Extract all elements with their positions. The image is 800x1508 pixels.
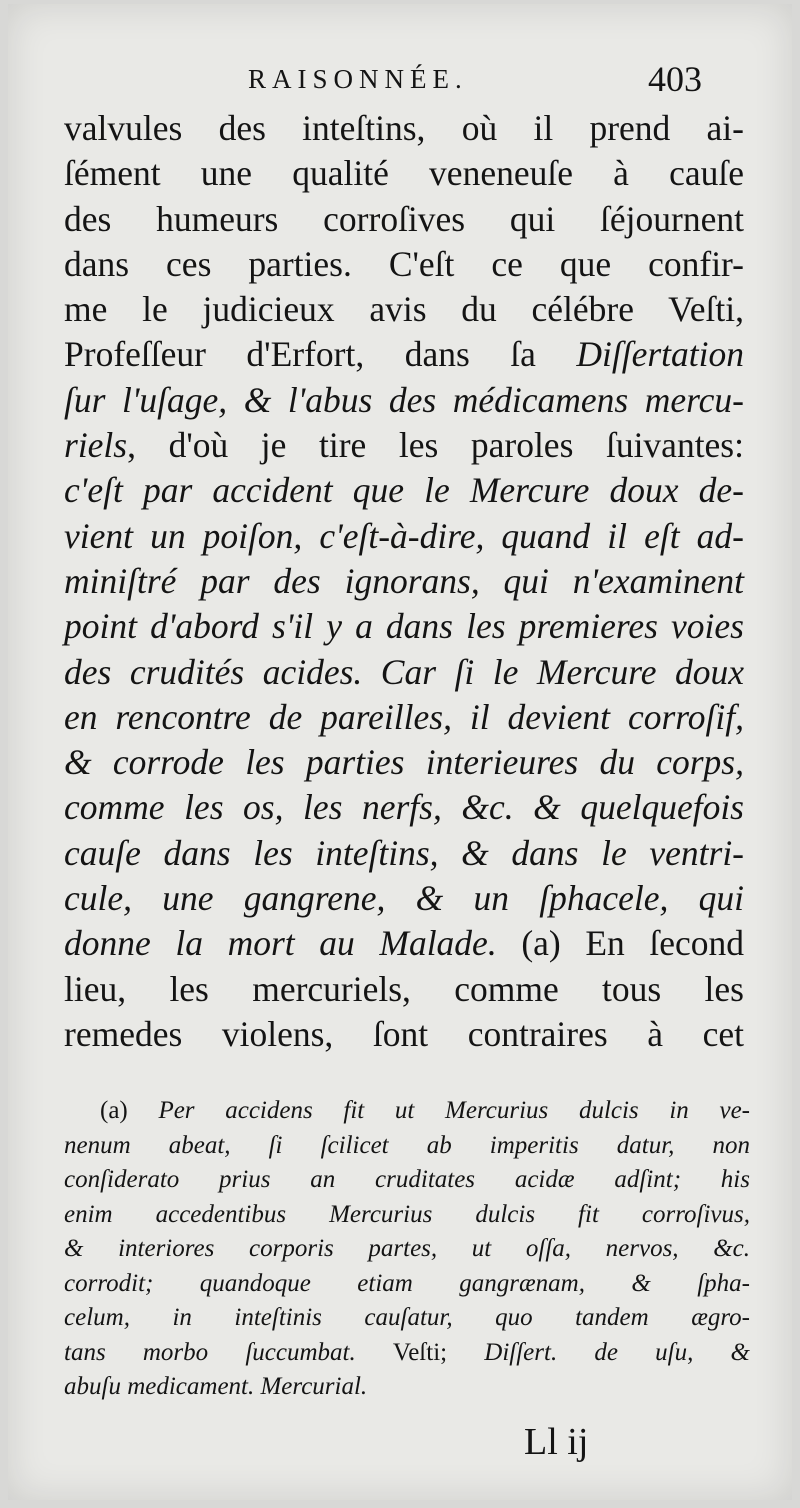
footnote-line: conſiderato prius an cruditates acidæ adſint; his <box>64 1166 750 1193</box>
text-line: lieu, les mercuriels, comme tous les <box>64 968 744 1009</box>
text-line: en rencontre de pareilles, il devient corroſif, <box>64 696 744 737</box>
footnote-line: corrodit; quandoque etiam gangrænam, & ſpha- <box>64 1269 750 1297</box>
text-line: cule, une gangrene, & un ſphacele, qui <box>64 878 744 919</box>
running-head: RAISONNÉE. <box>248 64 468 94</box>
text-line: donne la mort au Malade. (a) En ſecond <box>64 923 744 964</box>
text-line: point d'abord s'il y a dans les premieres voies <box>64 606 744 647</box>
footnote <box>64 1094 750 1405</box>
text-line: valvules des inteſtins, où il prend ai- <box>64 108 744 148</box>
text-line: des humeurs corroſives qui ſéjournent <box>64 198 744 239</box>
book-page <box>8 4 792 1500</box>
text-line: des crudités acides. Car ſi le Mercure doux <box>64 651 744 692</box>
footnote-line: nenum abeat, ſi ſcilicet ab imperitis datur, non <box>64 1131 750 1159</box>
text-line: ſur l'uſage, & l'abus des médicamens mercu- <box>64 379 744 420</box>
footnote-line: (a) Per accidens fit ut Mercurius dulcis in ve- <box>100 1097 750 1124</box>
footnote-line: enim accedentibus Mercurius dulcis fit corroſivus, <box>64 1200 750 1228</box>
page-number: 403 <box>648 59 702 99</box>
text-line: dans ces parties. C'eſt ce que confir- <box>64 243 744 284</box>
text-line: & corrode les parties interieures du corps, <box>64 742 744 783</box>
text-line: vient un poiſon, c'eſt-à-dire, quand il eſt ad- <box>64 515 744 556</box>
text-line: riels, d'où je tire les paroles ſuivantes: <box>64 425 744 466</box>
text-line: c'eſt par accident que le Mercure doux de- <box>64 470 744 511</box>
footnote-line: abuſu medicament. Mercurial. <box>64 1373 368 1400</box>
text-line: remedes violens, ſont contraires à cet <box>64 1013 744 1054</box>
text-line: me le judicieux avis du célébre Veſti, <box>64 289 744 330</box>
footnote-marker: (a) <box>100 1097 159 1124</box>
text-line: ſément une qualité veneneuſe à cauſe <box>64 153 744 194</box>
text-line: miniſtré par des ignorans, qui n'examinent <box>64 560 744 601</box>
text-line: cauſe dans les inteſtins, & dans le ventri- <box>64 832 744 873</box>
footnote-line: tans morbo ſuccumbat. Veſti; Diſſert. de uſu, & <box>64 1338 750 1366</box>
signature-mark: Ll ij <box>524 1421 589 1463</box>
text-line: comme les os, les nerfs, &c. & quelquefois <box>64 787 744 828</box>
text-line: Profeſſeur d'Erfort, dans ſa Diſſertation <box>64 334 744 375</box>
main-text <box>64 106 744 1057</box>
page-header <box>8 58 792 108</box>
footnote-line: celum, in inteſtinis cauſatur, quo tandem ægro- <box>64 1304 750 1331</box>
footnote-line: & interiores corporis partes, ut oſſa, nervos, &c. <box>64 1235 750 1262</box>
